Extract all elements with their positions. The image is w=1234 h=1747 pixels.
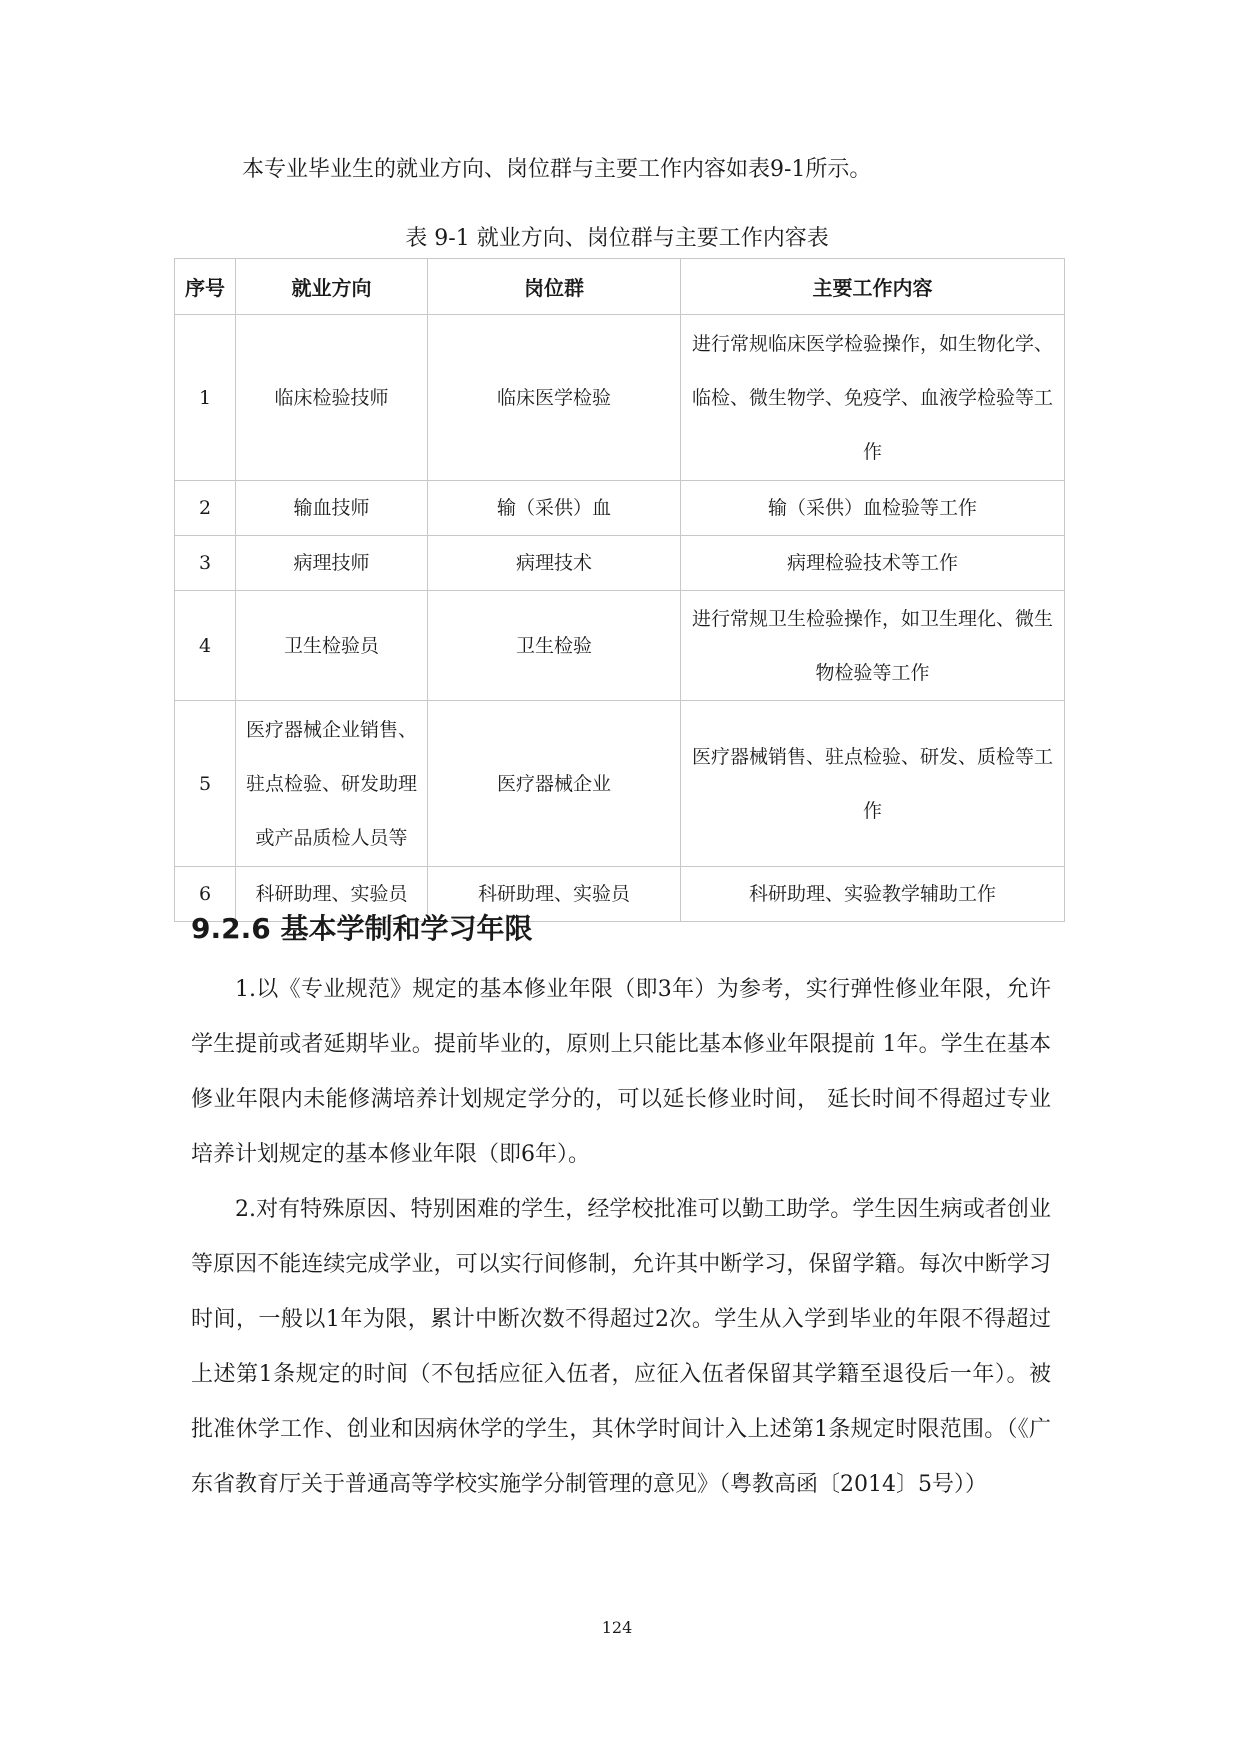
cell-direction: 输血技师 — [236, 481, 428, 536]
cell-direction: 临床检验技师 — [236, 315, 428, 481]
table-row — [175, 701, 1065, 867]
paragraph: 1.以《专业规范》规定的基本修业年限（即3年）为参考，实行弹性修业年限，允许学生提前或者延期毕业。提前毕业的，原则上只能比基本修业年限提前 1年。学生在基本修业年限内未能修满培养计划规定学分的，可以延长修业时间， 延长时间不得超过专业培养计划规定的基本修业年限（即6年）。 — [191, 977, 1051, 1167]
cell-work: 进行常规卫生检验操作，如卫生理化、微生物检验等工作 — [681, 591, 1065, 701]
cell-no: 4 — [175, 591, 236, 701]
header-work: 主要工作内容 — [681, 259, 1065, 315]
header-group: 岗位群 — [428, 259, 681, 315]
cell-no: 2 — [175, 481, 236, 536]
section-body — [191, 962, 1051, 1512]
table-row — [175, 481, 1065, 536]
cell-group: 病理技术 — [428, 536, 681, 591]
section-heading: 9.2.6 基本学制和学习年限 — [191, 912, 533, 945]
cell-work: 进行常规临床医学检验操作，如生物化学、临检、微生物学、免疫学、血液学检验等工作 — [681, 315, 1065, 481]
cell-no: 3 — [175, 536, 236, 591]
table-caption: 表 9-1 就业方向、岗位群与主要工作内容表 — [405, 226, 829, 251]
cell-group: 临床医学检验 — [428, 315, 681, 481]
cell-group: 输（采供）血 — [428, 481, 681, 536]
table-row — [175, 315, 1065, 481]
cell-work: 医疗器械销售、驻点检验、研发、质检等工作 — [681, 701, 1065, 867]
cell-group: 科研助理、实验员 — [428, 867, 681, 922]
table-row — [175, 536, 1065, 591]
cell-direction: 卫生检验员 — [236, 591, 428, 701]
cell-direction: 科研助理、实验员 — [236, 867, 428, 922]
page-number: 124 — [601, 1618, 633, 1637]
header-direction: 就业方向 — [236, 259, 428, 315]
cell-direction: 医疗器械企业销售、驻点检验、研发助理或产品质检人员等 — [236, 701, 428, 867]
cell-no: 5 — [175, 701, 236, 867]
cell-direction: 病理技师 — [236, 536, 428, 591]
cell-work: 病理检验技术等工作 — [681, 536, 1065, 591]
cell-work: 科研助理、实验教学辅助工作 — [681, 867, 1065, 922]
header-no: 序号 — [175, 259, 236, 315]
employment-table — [174, 258, 1065, 922]
table-row — [175, 591, 1065, 701]
cell-work: 输（采供）血检验等工作 — [681, 481, 1065, 536]
cell-group: 医疗器械企业 — [428, 701, 681, 867]
paragraph: 2.对有特殊原因、特别困难的学生，经学校批准可以勤工助学。学生因生病或者创业等原因不能连续完成学业，可以实行间修制，允许其中断学习，保留学籍。每次中断学习时间，一般以1年为限，累计中断次数不得超过2次。学生从入学到毕业的年限不得超过上述第1条规定的时间（不包括应征入伍者，应征入伍者保留其学籍至退役后一年）。被批准休学工作、创业和因病休学的学生，其休学时间计入上述第1条规定时限范围。（《广东省教育厅关于普通高等学校实施学分制管理的意见》（粤教高函〔2014〕5号）） — [191, 1197, 1051, 1497]
table-header-row — [175, 259, 1065, 315]
cell-no: 1 — [175, 315, 236, 481]
intro-paragraph: 本专业毕业生的就业方向、岗位群与主要工作内容如表9-1所示。 — [242, 157, 872, 182]
cell-group: 卫生检验 — [428, 591, 681, 701]
cell-no: 6 — [175, 867, 236, 922]
